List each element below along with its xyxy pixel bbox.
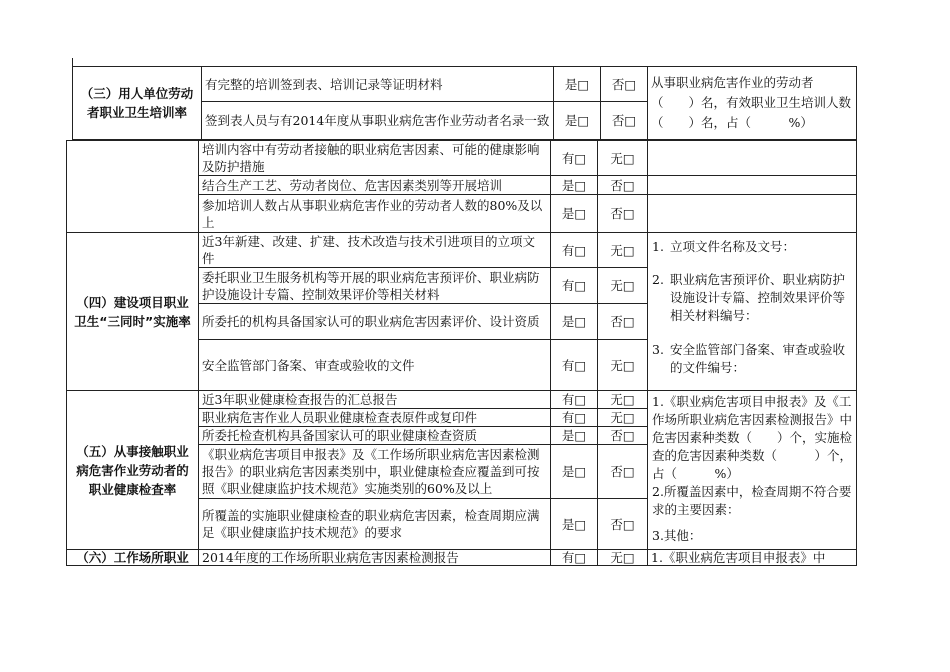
sec3-row-3-text: 培训内容中有劳动者接触的职业病危害因素、可能的健康影响及防护措施 [199,141,551,176]
section-3-title: （三）用人单位劳动者职业卫生培训率 [73,67,202,140]
sec3-row-4-no-checkbox[interactable]: 否□ [598,176,648,195]
sec4-row-4-text: 安全监管部门备案、审查或验收的文件 [199,340,551,391]
sec3-row-4-note [648,176,857,195]
sec3-row-2-no-checkbox[interactable]: 否□ [601,102,648,140]
sec5-row-3-text: 所委托检查机构具备国家认可的职业健康检查资质 [199,427,551,445]
sec6-row-1-yes-checkbox[interactable]: 有□ [551,550,598,566]
sec5-notes [648,391,857,550]
sec3-row-5-note [648,195,857,233]
sec3-row-2-yes-checkbox[interactable]: 是□ [554,102,601,140]
sec3-row-3-note [648,141,857,176]
sec3-row-4-yes-checkbox[interactable]: 是□ [551,176,598,195]
sec4-row-3-yes-checkbox[interactable]: 是□ [551,304,598,340]
sec5-row-4-yes-checkbox[interactable]: 是□ [551,445,598,499]
sec4-row-4-yes-checkbox[interactable]: 有□ [551,340,598,391]
sec5-row-2-yes-checkbox[interactable]: 有□ [551,409,598,427]
sec5-row-5-no-checkbox[interactable]: 否□ [598,499,648,550]
sec3-note: 从事职业病危害作业的劳动者（ ）名，有效职业卫生培训人数（ ）名，占（ %） [648,67,857,140]
sec3-row-5-text: 参加培训人数占从事职业病危害作业的劳动者人数的80%及以上 [199,195,551,233]
sec4-note-1-num: 1. [652,239,664,254]
sec4-row-2-yes-checkbox[interactable]: 有□ [551,268,598,304]
section-5-title: （五）从事接触职业病危害作业劳动者的职业健康检查率 [67,391,199,550]
sec3-row-4-text: 结合生产工艺、劳动者岗位、危害因素类别等开展培训 [199,176,551,195]
sec4-row-2-no-checkbox[interactable]: 无□ [598,268,648,304]
sec6-row-1-no-checkbox[interactable]: 无□ [598,550,648,566]
sec5-row-2-text: 职业病危害作业人员职业健康检查表原件或复印件 [199,409,551,427]
training-table-top [72,66,857,140]
sec3-row-5-yes-checkbox[interactable]: 是□ [551,195,598,233]
sec5-row-2-no-checkbox[interactable]: 无□ [598,409,648,427]
sec4-row-1-text: 近3年新建、改建、扩建、技术改造与技术引进项目的立项文件 [199,233,551,268]
sec4-row-3-no-checkbox[interactable]: 否□ [598,304,648,340]
sec3-row-5-no-checkbox[interactable]: 否□ [598,195,648,233]
sec5-row-5-yes-checkbox[interactable]: 是□ [551,499,598,550]
sec4-row-1-yes-checkbox[interactable]: 有□ [551,233,598,268]
sec4-row-3-text: 所委托的机构具备国家认可的职业病危害因素评价、设计资质 [199,304,551,340]
sec3-row-3-no-checkbox[interactable]: 无□ [598,141,648,176]
sec5-note-1: 1.《职业病危害项目申报表》及《工作场所职业病危害因素检测报告》中危害因素种类数（ ）个，实施检查的危害因素种类数（ ）个，占（ %） [652,394,853,481]
sec5-row-3-no-checkbox[interactable]: 否□ [598,427,648,445]
sec4-note-3: 安全监管部门备案、审查或验收的文件编号： [670,342,846,375]
sec6-note: 1.《职业病危害项目申报表》中 [648,550,857,566]
sec5-row-1-text: 近3年职业健康检查报告的汇总报告 [199,391,551,409]
sec3-row-3-yes-checkbox[interactable]: 有□ [551,141,598,176]
sec3-row-1-text: 有完整的培训签到表、培训记录等证明材料 [202,67,554,102]
inspection-table [66,140,857,566]
sec4-note-1: 立项文件名称及文号： [670,239,796,254]
sec3-row-1-no-checkbox[interactable]: 否□ [601,67,648,102]
sec4-row-2-text: 委托职业卫生服务机构等开展的职业病危害预评价、职业病防护设施设计专篇、控制效果评价等相关材料 [199,268,551,304]
sec3-continued-cell [67,141,199,233]
sec5-note-3: 3.其他： [652,528,702,543]
sec5-row-1-no-checkbox[interactable]: 无□ [598,391,648,409]
sec3-row-2-text: 签到表人员与有2014年度从事职业病危害作业劳动者名录一致 [202,102,554,140]
sec5-row-3-yes-checkbox[interactable]: 是□ [551,427,598,445]
sec4-note-2: 职业病危害预评价、职业病防护设施设计专篇、控制效果评价等相关材料编号： [670,272,846,323]
sec4-note-3-num: 3. [652,342,664,357]
sec5-row-1-yes-checkbox[interactable]: 有□ [551,391,598,409]
sec4-row-4-no-checkbox[interactable]: 无□ [598,340,648,391]
sec4-row-1-no-checkbox[interactable]: 无□ [598,233,648,268]
sec3-row-1-yes-checkbox[interactable]: 是□ [554,67,601,102]
sec5-row-4-text: 《职业病危害项目申报表》及《工作场所职业病危害因素检测报告》的职业病危害因素类别中，职业健康检查应覆盖到可按照《职业健康监护技术规范》实施类别的60%及以上 [199,445,551,499]
sec5-row-4-no-checkbox[interactable]: 否□ [598,445,648,499]
section-6-title: （六）工作场所职业 [67,550,199,566]
sec5-note-2: 2.所覆盖因素中，检查周期不符合要求的主要因素： [652,484,852,517]
section-4-title: （四）建设项目职业卫生“三同时”实施率 [67,233,199,391]
sec4-notes [648,233,857,391]
sec4-note-2-num: 2. [652,272,664,287]
sec6-row-1-text: 2014年度的工作场所职业病危害因素检测报告 [199,550,551,566]
sec5-row-5-text: 所覆盖的实施职业健康检查的职业病危害因素，检查周期应满足《职业健康监护技术规范》的要求 [199,499,551,550]
